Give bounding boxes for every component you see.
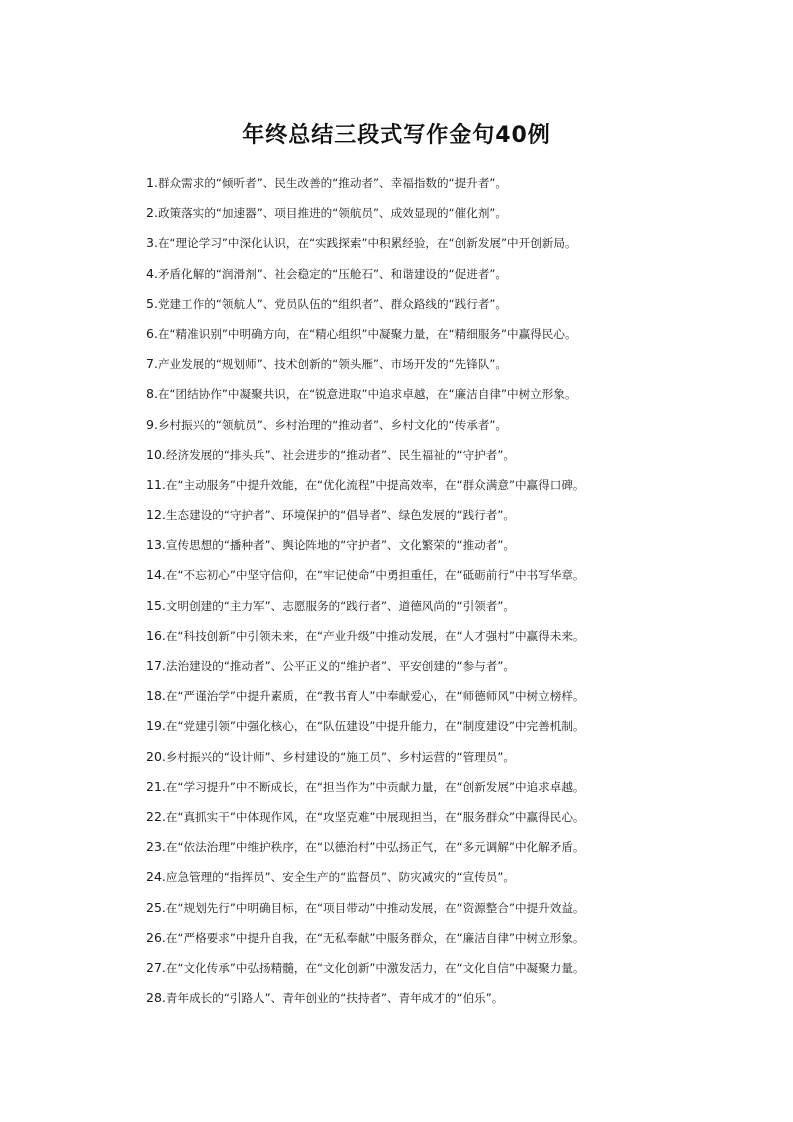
list-item <box>146 560 666 590</box>
item-text: 在“精准识别”中明确方向，在“精心组织”中凝聚力量，在“精细服务”中赢得民心。 <box>157 326 577 341</box>
item-text: 在“真抓实干”中体现作风，在“攻坚克难”中展现担当，在“服务群众”中赢得民心。 <box>165 809 585 824</box>
item-text: 在“理论学习”中深化认识，在“实践探索”中积累经验，在“创新发展”中开创新局。 <box>157 236 577 251</box>
item-number: 28. <box>146 990 166 1006</box>
list-item <box>146 319 666 349</box>
list-item <box>146 410 666 440</box>
quote-list <box>146 168 666 1013</box>
item-text: 在“严谨治学”中提升素质，在“教书育人”中奉献爱心，在“师德师风”中树立榜样。 <box>165 689 585 704</box>
list-item <box>146 923 666 953</box>
list-item <box>146 168 666 198</box>
list-item <box>146 470 666 500</box>
item-text: 法治建设的“推动者”、公平正义的“维护者”、平安创建的“参与者”。 <box>165 659 515 673</box>
list-item <box>146 621 666 651</box>
item-text: 在“党建引领”中强化核心，在“队伍建设”中提升能力，在“制度建设”中完善机制。 <box>165 719 585 734</box>
item-text: 经济发展的“排头兵”、社会进步的“推动者”、民生福祉的“守护者”。 <box>165 447 515 462</box>
item-text: 在“文化传承”中弘扬精髓，在“文化创新”中激发活力，在“文化自信”中凝聚力量。 <box>165 960 585 975</box>
item-number: 24. <box>146 869 166 885</box>
list-item <box>146 228 666 258</box>
item-number: 25. <box>146 899 166 915</box>
list-item <box>146 440 666 470</box>
list-item <box>146 530 666 560</box>
item-text: 宣传思想的“播种者”、舆论阵地的“守护者”、文化繁荣的“推动者”。 <box>165 538 515 553</box>
item-text: 产业发展的“规划师”、技术创新的“领头雁”、市场开发的“先锋队”。 <box>157 357 508 372</box>
item-number: 12. <box>146 507 166 523</box>
item-text: 在“依法治理”中维护秩序，在“以德治村”中弘扬正气，在“多元调解”中化解矛盾。 <box>165 840 585 855</box>
item-number: 7. <box>146 356 158 372</box>
item-number: 21. <box>146 778 166 794</box>
item-number: 11. <box>146 476 166 492</box>
item-text: 乡村振兴的“设计师”、乡村建设的“施工员”、乡村运营的“管理员”。 <box>165 749 515 764</box>
item-number: 23. <box>146 839 166 855</box>
list-item <box>146 742 666 772</box>
list-item <box>146 379 666 409</box>
item-text: 矛盾化解的“润滑剂”、社会稳定的“压舱石”、和谐建设的“促进者”。 <box>157 266 508 281</box>
item-number: 17. <box>146 658 166 673</box>
item-number: 13. <box>146 537 166 553</box>
item-number: 26. <box>146 929 166 945</box>
item-text: 青年成长的“引路人”、青年创业的“扶持者”、青年成才的“伯乐”。 <box>165 991 504 1006</box>
list-item <box>146 953 666 983</box>
item-text: 在“学习提升”中不断成长，在“担当作为”中贡献力量，在“创新发展”中追求卓越。 <box>165 779 585 794</box>
list-item <box>146 772 666 802</box>
item-text: 在“团结协作”中凝聚共识，在“锐意进取”中追求卓越，在“廉洁自律”中树立形象。 <box>157 387 577 402</box>
item-number: 8. <box>146 386 158 402</box>
item-number: 6. <box>146 325 158 341</box>
item-text: 群众需求的“倾听者”、民生改善的“推动者”、幸福指数的“提升者”。 <box>157 176 508 190</box>
page-title: 年终总结三段式写作金句40例 <box>242 123 551 148</box>
list-item <box>146 862 666 892</box>
list-item <box>146 349 666 379</box>
list-item <box>146 259 666 289</box>
item-number: 3. <box>146 235 158 251</box>
item-text: 在“规划先行”中明确目标，在“项目带动”中推动发展，在“资源整合”中提升效益。 <box>165 900 585 915</box>
item-number: 22. <box>146 808 166 824</box>
list-item <box>146 500 666 530</box>
item-number: 14. <box>146 567 166 583</box>
item-text: 政策落实的“加速器”、项目推进的“领航员”、成效显现的“催化剂”。 <box>157 206 508 221</box>
list-item <box>146 681 666 711</box>
item-number: 16. <box>146 627 166 643</box>
list-item <box>146 289 666 319</box>
item-number: 10. <box>146 446 166 462</box>
item-number: 15. <box>146 597 166 613</box>
list-item <box>146 893 666 923</box>
item-number: 1. <box>146 175 158 190</box>
list-item <box>146 832 666 862</box>
item-text: 应急管理的“指挥员”、安全生产的“监督员”、防灾减灾的“宣传员”。 <box>165 870 515 885</box>
list-item <box>146 591 666 621</box>
item-number: 9. <box>146 416 158 432</box>
item-text: 在“主动服务”中提升效能，在“优化流程”中提高效率，在“群众满意”中赢得口碑。 <box>165 477 585 492</box>
item-text: 生态建设的“守护者”、环境保护的“倡导者”、绿色发展的“践行者”。 <box>165 508 515 523</box>
item-number: 5. <box>146 295 158 311</box>
item-number: 27. <box>146 959 166 975</box>
item-number: 19. <box>146 718 166 734</box>
item-text: 党建工作的“领航人”、党员队伍的“组织者”、群众路线的“践行者”。 <box>157 296 508 311</box>
item-number: 18. <box>146 688 166 704</box>
item-number: 2. <box>146 205 158 221</box>
list-item <box>146 802 666 832</box>
item-text: 在“不忘初心”中坚守信仰，在“牢记使命”中勇担重任，在“砥砺前行”中书写华章。 <box>165 568 585 583</box>
list-item <box>146 198 666 228</box>
item-text: 在“科技创新”中引领未来，在“产业升级”中推动发展，在“人才强村”中赢得未来。 <box>165 628 585 643</box>
list-item <box>146 983 666 1013</box>
list-item <box>146 711 666 741</box>
item-text: 文明创建的“主力军”、志愿服务的“践行者”、道德风尚的“引领者”。 <box>165 598 515 613</box>
item-text: 在“严格要求”中提升自我，在“无私奉献”中服务群众，在“廉洁自律”中树立形象。 <box>165 930 585 945</box>
item-number: 4. <box>146 265 158 281</box>
item-text: 乡村振兴的“领航员”、乡村治理的“推动者”、乡村文化的“传承者”。 <box>157 417 508 432</box>
item-number: 20. <box>146 748 166 764</box>
list-item <box>146 651 666 681</box>
